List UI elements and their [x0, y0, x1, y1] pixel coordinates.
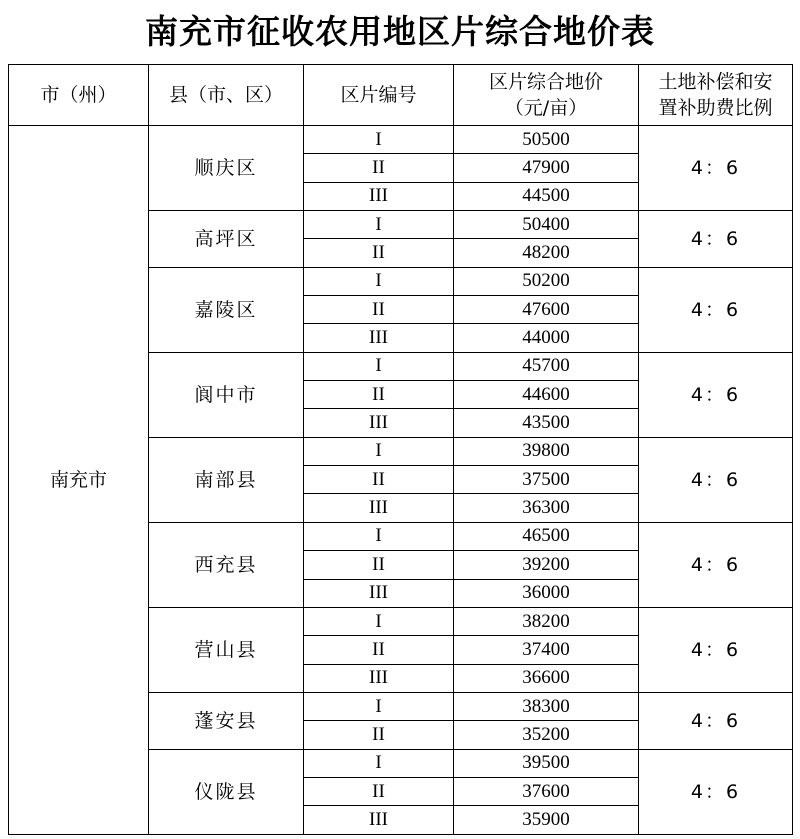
zone-grade-cell: I [304, 352, 454, 380]
zone-grade-cell: III [304, 806, 454, 834]
zone-price-cell: 50200 [454, 267, 639, 295]
zone-grade-cell: I [304, 692, 454, 720]
header-zone: 区片编号 [304, 65, 454, 126]
zone-grade-cell: I [304, 267, 454, 295]
zone-price-cell: 36000 [454, 579, 639, 607]
zone-grade-cell: II [304, 777, 454, 805]
zone-price-cell: 47600 [454, 296, 639, 324]
zone-grade-cell: III [304, 182, 454, 210]
compensation-ratio-cell: 4：6 [639, 267, 793, 352]
zone-price-cell: 50400 [454, 211, 639, 239]
zone-grade-cell: I [304, 437, 454, 465]
zone-price-cell: 37500 [454, 466, 639, 494]
zone-grade-cell: I [304, 211, 454, 239]
compensation-ratio-cell: 4：6 [639, 522, 793, 607]
page-title: 南充市征收农用地区片综合地价表 [145, 12, 655, 51]
county-cell: 西充县 [149, 522, 304, 607]
table-header-row [9, 65, 793, 126]
table-body [9, 126, 793, 835]
zone-price-cell: 35900 [454, 806, 639, 834]
zone-price-cell: 44600 [454, 381, 639, 409]
county-cell: 南部县 [149, 437, 304, 522]
county-cell: 营山县 [149, 607, 304, 692]
header-ratio [639, 65, 793, 126]
zone-grade-cell: I [304, 607, 454, 635]
zone-grade-cell: I [304, 749, 454, 777]
zone-price-cell: 37600 [454, 777, 639, 805]
zone-price-cell: 36300 [454, 494, 639, 522]
zone-price-cell: 38300 [454, 692, 639, 720]
zone-price-cell: 38200 [454, 607, 639, 635]
county-cell: 蓬安县 [149, 692, 304, 749]
zone-grade-cell: III [304, 579, 454, 607]
header-county: 县（市、区） [149, 65, 304, 126]
header-price-line2: （元/亩） [504, 97, 588, 119]
land-price-table [8, 64, 793, 835]
zone-price-cell: 36600 [454, 664, 639, 692]
zone-price-cell: 39800 [454, 437, 639, 465]
zone-grade-cell: II [304, 154, 454, 182]
zone-price-cell: 50500 [454, 126, 639, 154]
header-city: 市（州） [9, 65, 149, 126]
header-price-line1: 区片综合地价 [488, 71, 603, 93]
zone-grade-cell: III [304, 409, 454, 437]
zone-price-cell: 46500 [454, 522, 639, 550]
county-cell: 仪陇县 [149, 749, 304, 834]
zone-price-cell: 45700 [454, 352, 639, 380]
zone-grade-cell: II [304, 636, 454, 664]
zone-price-cell: 39200 [454, 551, 639, 579]
county-cell: 高坪区 [149, 211, 304, 268]
zone-grade-cell: II [304, 721, 454, 749]
zone-grade-cell: II [304, 551, 454, 579]
zone-grade-cell: II [304, 381, 454, 409]
compensation-ratio-cell: 4：6 [639, 749, 793, 834]
zone-grade-cell: III [304, 494, 454, 522]
zone-price-cell: 47900 [454, 154, 639, 182]
compensation-ratio-cell: 4：6 [639, 126, 793, 211]
county-cell: 阆中市 [149, 352, 304, 437]
zone-grade-cell: III [304, 664, 454, 692]
header-price [454, 65, 639, 126]
compensation-ratio-cell: 4：6 [639, 352, 793, 437]
zone-price-cell: 44500 [454, 182, 639, 210]
zone-price-cell: 37400 [454, 636, 639, 664]
compensation-ratio-cell: 4：6 [639, 437, 793, 522]
zone-grade-cell: II [304, 296, 454, 324]
header-ratio-line2: 置补助费比例 [658, 97, 773, 119]
zone-price-cell: 44000 [454, 324, 639, 352]
header-ratio-line1: 土地补偿和安 [658, 71, 773, 93]
zone-grade-cell: II [304, 466, 454, 494]
compensation-ratio-cell: 4：6 [639, 692, 793, 749]
zone-grade-cell: I [304, 126, 454, 154]
city-cell: 南充市 [9, 126, 149, 835]
county-cell: 嘉陵区 [149, 267, 304, 352]
zone-price-cell: 43500 [454, 409, 639, 437]
compensation-ratio-cell: 4：6 [639, 211, 793, 268]
zone-price-cell: 39500 [454, 749, 639, 777]
zone-price-cell: 48200 [454, 239, 639, 267]
zone-grade-cell: I [304, 522, 454, 550]
zone-price-cell: 35200 [454, 721, 639, 749]
compensation-ratio-cell: 4：6 [639, 607, 793, 692]
zone-grade-cell: III [304, 324, 454, 352]
county-cell: 顺庆区 [149, 126, 304, 211]
zone-grade-cell: II [304, 239, 454, 267]
table-row [9, 126, 793, 154]
